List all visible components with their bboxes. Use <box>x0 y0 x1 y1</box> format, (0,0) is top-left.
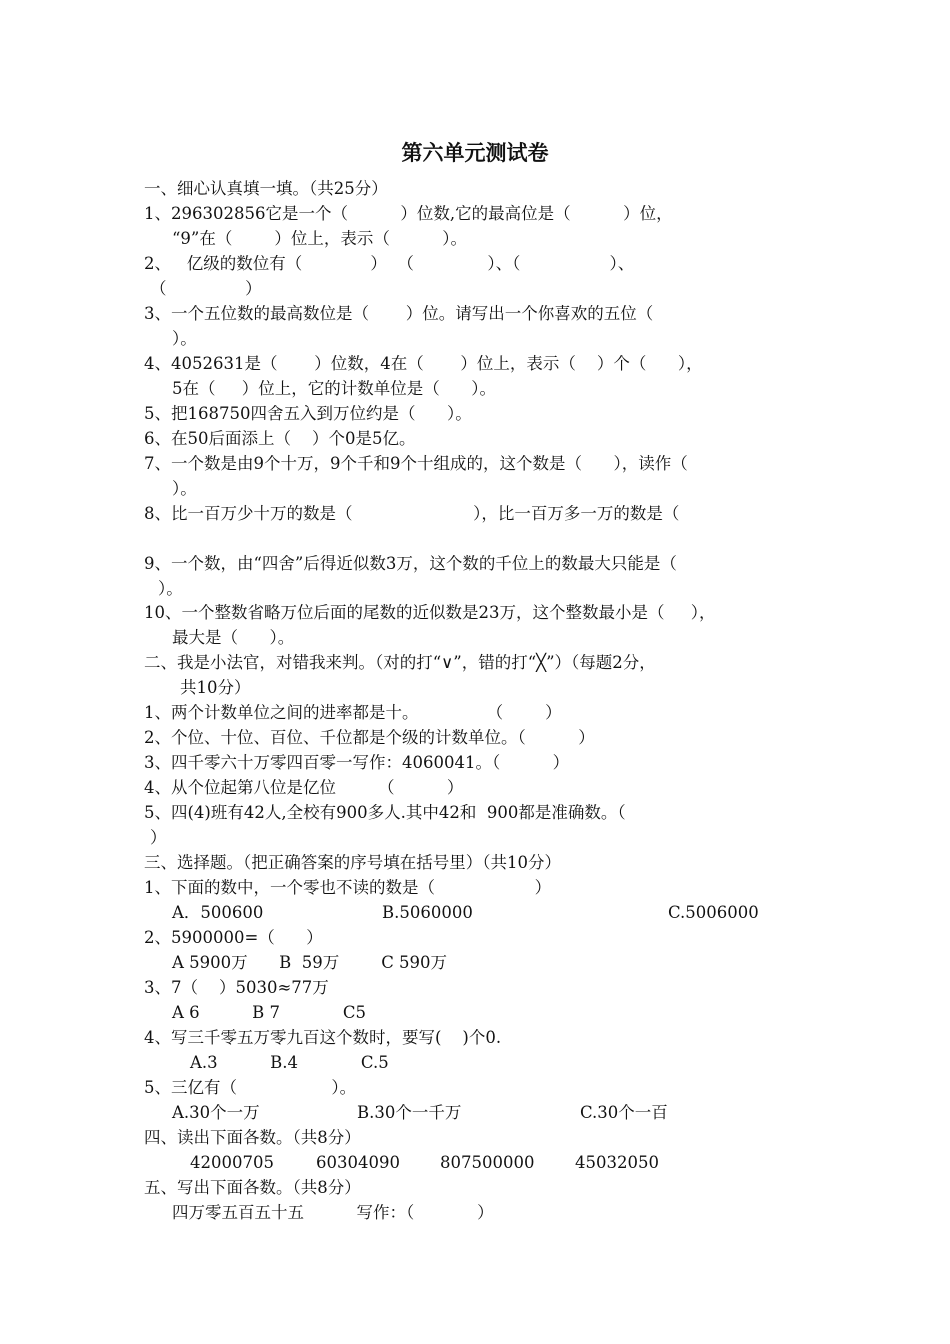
text-line: A 5900万 B 59万 C 590万 <box>172 953 448 972</box>
text-line: 6、在50后面添上（ ）个0是5亿。 <box>144 429 416 448</box>
text-line: 四万零五百五十五 写作：（ ） <box>172 1203 494 1222</box>
text-line: 45032050 <box>575 1153 659 1172</box>
text-line: 最大是（ ）。 <box>172 628 295 647</box>
text-line: 3、7（ ）5030≈77万 <box>144 978 329 997</box>
text-line: 5、三亿有（ ）。 <box>144 1078 357 1097</box>
text-line: 4、写三千零五万零九百这个数时，要写( )个0. <box>144 1028 502 1047</box>
text-line: 2、个位、十位、百位、千位都是个级的计数单位。（ ） <box>144 728 595 747</box>
text-line: A.30个一万 <box>172 1103 260 1122</box>
text-line: 807500000 <box>440 1153 535 1172</box>
text-line: ） <box>150 828 167 847</box>
text-line: 3、一个五位数的最高数位是（ ）位。请写出一个你喜欢的五位（ <box>144 304 654 323</box>
text-line: C.5006000 <box>668 903 759 922</box>
text-line: 7、一个数是由9个十万，9个千和9个十组成的，这个数是（ ），读作（ <box>144 454 688 473</box>
text-line: A．500600 <box>172 903 264 922</box>
text-line: 8、比一百万少十万的数是（ ），比一百万多一万的数是（ <box>144 504 680 523</box>
text-line: B.5060000 <box>382 903 473 922</box>
text-line: 4、4052631是（ ）位数，4在（ ）位上，表示（ ）个（ ）， <box>144 354 703 373</box>
text-line: C.30个一百 <box>580 1103 668 1122</box>
text-line: ）。 <box>172 479 197 498</box>
text-line: 1、下面的数中，一个零也不读的数是（ ） <box>144 878 552 897</box>
text-line: 5、四(4)班有42人,全校有900多人.其中42和 900都是准确数。（ <box>144 803 626 822</box>
text-line: 共10分） <box>180 678 251 697</box>
text-line: ）。 <box>158 579 183 598</box>
text-line: 1、296302856它是一个（ ）位数,它的最高位是（ ）位， <box>144 204 673 223</box>
text-line: 3、四千零六十万零四百零一写作：4060041。（ ） <box>144 753 570 772</box>
text-line: 1、两个计数单位之间的进率都是十。 （ ） <box>144 703 562 722</box>
text-line: “9”在（ ）位上，表示（ ）。 <box>172 229 468 248</box>
text-line: ）。 <box>172 329 197 348</box>
text-line: 9、一个数，由“四舍”后得近似数3万，这个数的千位上的数最大只能是（ <box>144 554 677 573</box>
text-line: （ ） <box>150 279 262 298</box>
text-line: A 6 B 7 C5 <box>172 1003 367 1022</box>
text-line: 4、从个位起第八位是亿位 （ ） <box>144 778 464 797</box>
text-line: A.3 B.4 C.5 <box>190 1053 389 1072</box>
text-line: 一、细心认真填一填。（共25分） <box>144 179 388 198</box>
text-line: 2、 亿级的数位有（ ） （ ）、（ ）、 <box>144 254 635 273</box>
text-line: 5在（ ）位上，它的计数单位是（ ）。 <box>172 379 496 398</box>
text-line: 60304090 <box>316 1153 400 1172</box>
text-line: 四、读出下面各数。（共8分） <box>144 1128 361 1147</box>
text-line: 三、选择题。（把正确答案的序号填在括号里）（共10分） <box>144 853 561 872</box>
text-line: 5、把168750四舍五入到万位约是（ ）。 <box>144 404 472 423</box>
text-line: B.30个一千万 <box>357 1103 462 1122</box>
text-line: 二、我是小法官，对错我来判。（对的打“∨”，错的打“╳”）（每题2分， <box>144 653 656 672</box>
text-line: 五、写出下面各数。（共8分） <box>144 1178 361 1197</box>
text-line: 42000705 <box>190 1153 274 1172</box>
page-title: 第六单元测试卷 <box>401 140 549 165</box>
text-line: 10、一个整数省略万位后面的尾数的近似数是23万，这个整数最小是（ ）， <box>144 603 716 622</box>
text-line: 2、5900000=（ ） <box>144 928 323 947</box>
